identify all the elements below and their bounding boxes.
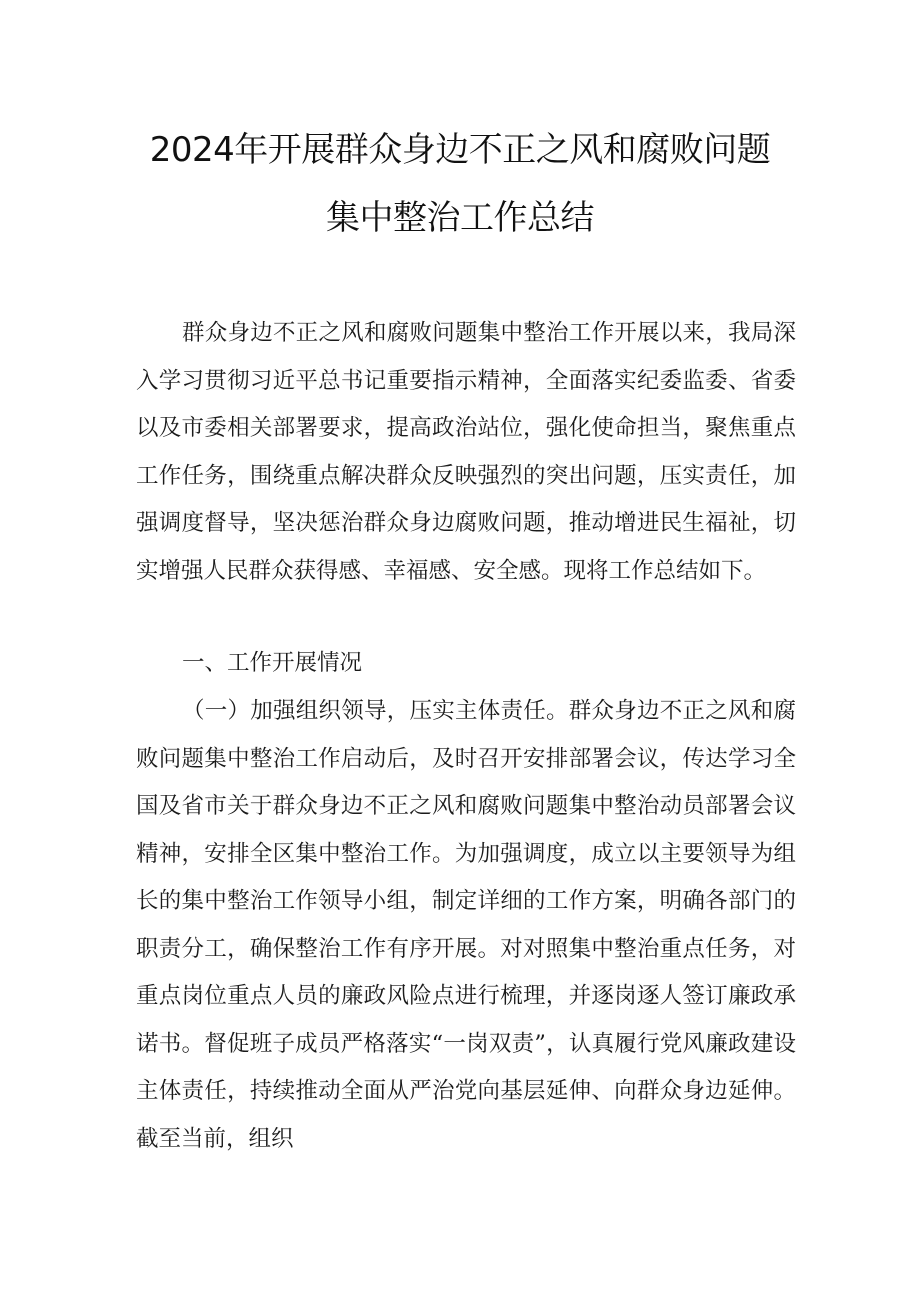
intro-paragraph: 群众身边不正之风和腐败问题集中整治工作开展以来，我局深入学习贯彻习近平总书记重要指示精神，全面落实纪委监委、省委以及市委相关部署要求，提高政治站位，强化使命担当，聚焦重点工作任务，围绕重点解决群众反映强烈的突出问题，压实责任，加强调度督导，坚决惩治群众身边腐败问题，推动增进民生福祉，切实增强人民群众获得感、幸福感、安全感。现将工作总结如下。 xyxy=(136,320,796,584)
intro-block xyxy=(136,310,796,630)
section-heading: 一、工作开展情况 xyxy=(182,650,363,676)
subsection-block xyxy=(136,688,796,1168)
document-title-line-2: 集中整治工作总结 xyxy=(326,198,594,238)
document-title-line-1: 2024年开展群众身边不正之风和腐败问题 xyxy=(149,130,771,170)
subsection-paragraph: （一）加强组织领导，压实主体责任。群众身边不正之风和腐败问题集中整治工作启动后，及时召开安排部署会议，传达学习全国及省市关于群众身边不正之风和腐败问题集中整治动员部署会议精神，安排全区集中整治工作。为加强调度，成立以主要领导为组长的集中整治工作领导小组，制定详细的工作方案，明确各部门的职责分工，确保整治工作有序开展。对对照集中整治重点任务，对重点岗位重点人员的廉政风险点进行梳理，并逐岗逐人签订廉政承诺书。督促班子成员严格落实“一岗双责”，认真履行党风廉政建设主体责任，持续推动全面从严治党向基层延伸、向群众身边延伸。截至当前，组织 xyxy=(136,698,796,1152)
section-heading-block xyxy=(136,640,796,688)
